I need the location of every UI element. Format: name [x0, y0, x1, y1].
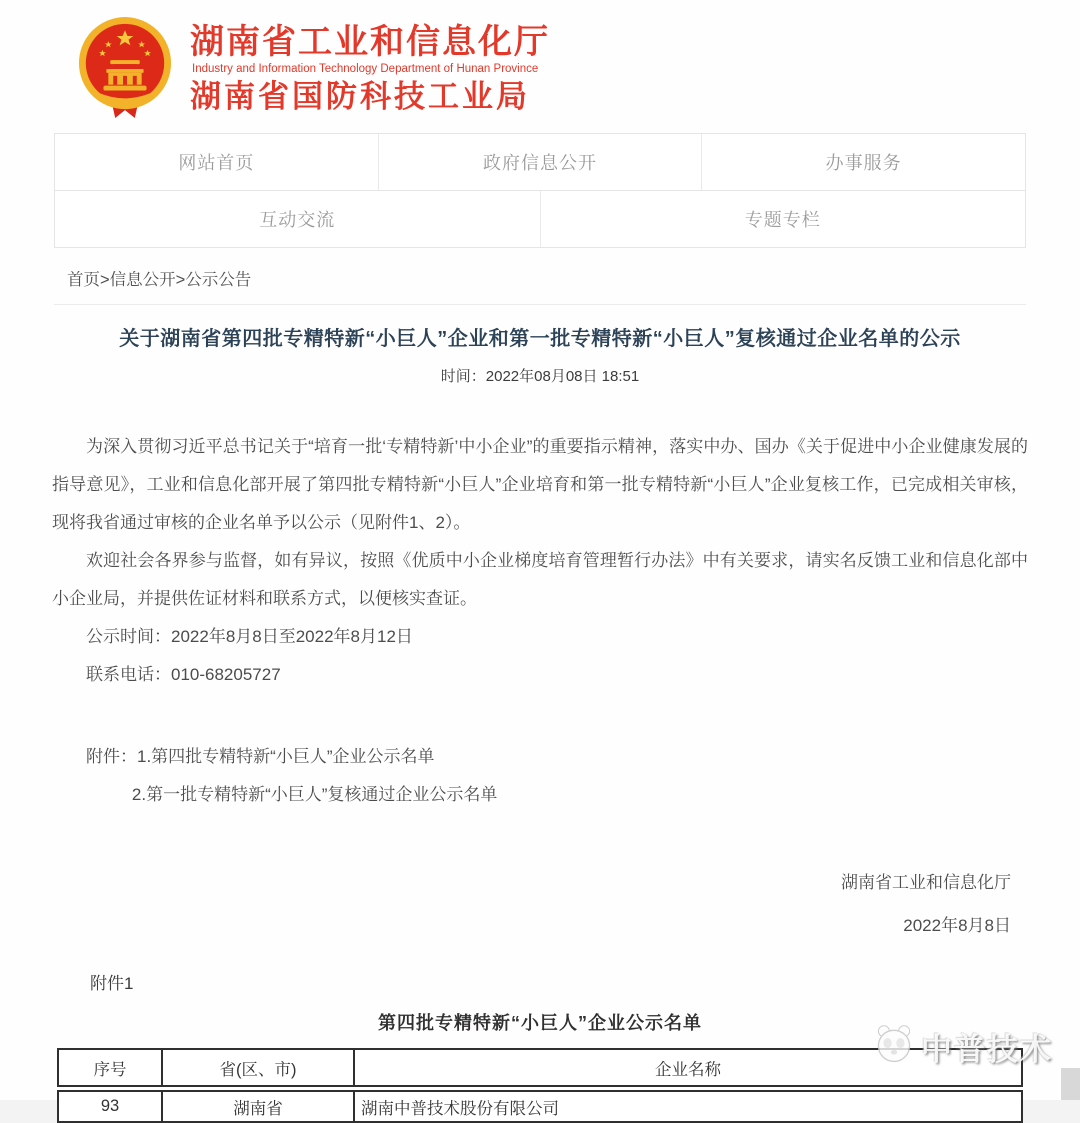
org-names	[190, 23, 550, 115]
paragraph-2: 欢迎社会各界参与监督，如有异议，按照《优质中小企业梯度培育管理暂行办法》中有关要求，请实名反馈工业和信息化部中小企业局，并提供佐证材料和联系方式，以便核实查证。	[52, 551, 1028, 608]
attachment-1-link: 附件：1.第四批专精特新“小巨人”企业公示名单	[86, 747, 435, 766]
main-nav	[54, 133, 1026, 248]
breadcrumb-home[interactable]: 首页	[67, 271, 100, 289]
paragraph-1: 为深入贯彻习近平总书记关于“培育一批‘专精特新’中小企业”的重要指示精神，落实中办、国办《关于促进中小企业健康发展的指导意见》，工业和信息化部开展了第四批专精特新“小巨人”企业培育和第一批专精特新“小巨人”企业复核工作，已完成相关审核，现将我省通过审核的企业名单予以公示（见附件1、2）。	[52, 437, 1028, 532]
nav-row-2	[54, 191, 1026, 248]
col-header-company: 企业名称	[354, 1049, 1022, 1086]
national-emblem-icon	[76, 13, 174, 125]
cell-province: 湖南省	[162, 1091, 354, 1122]
signature-date: 2022年8月8日	[903, 916, 1011, 935]
article-body	[52, 428, 1028, 945]
publish-time: 时间：2022年08月08日 18:51	[440, 368, 640, 385]
appendix-label: 附件1	[90, 974, 134, 993]
breadcrumb-public-notices[interactable]: 公示公告	[185, 271, 252, 289]
article	[52, 322, 1028, 1035]
nav-item-services[interactable]: 办事服务	[701, 134, 1025, 190]
breadcrumb-info-disclosure[interactable]: 信息公开	[109, 271, 176, 289]
spacer	[52, 694, 1028, 738]
cell-index: 93	[58, 1091, 162, 1122]
scrollbar-fragment[interactable]	[1061, 1068, 1080, 1100]
col-header-index: 序号	[58, 1049, 162, 1086]
table-row	[58, 1091, 1022, 1122]
breadcrumb	[54, 248, 1026, 305]
nav-item-gov-info[interactable]: 政府信息公开	[378, 134, 702, 190]
nav-item-special-columns[interactable]: 专题专栏	[540, 191, 1026, 247]
page-title: 关于湖南省第四批专精特新“小巨人”企业和第一批专精特新“小巨人”复核通过企业名单的公示	[119, 328, 961, 350]
appendix-table-title: 第四批专精特新“小巨人”企业公示名单	[378, 1013, 702, 1033]
breadcrumb-separator: >	[100, 271, 110, 289]
org-name-english: Industry and Information Technology Department of Hunan Province	[192, 63, 539, 76]
site-header	[0, 0, 1080, 130]
cell-company: 湖南中普技术股份有限公司	[354, 1091, 1022, 1122]
table-header-row	[58, 1049, 1022, 1086]
contact-phone-line: 联系电话：010-68205727	[86, 665, 281, 684]
publicity-period-line: 公示时间：2022年8月8日至2022年8月12日	[86, 627, 413, 646]
org-name-primary: 湖南省工业和信息化厅	[190, 23, 550, 62]
nav-row-1	[54, 133, 1026, 191]
nav-item-interaction[interactable]: 互动交流	[259, 210, 336, 230]
attachment-2-link: 2.第一批专精特新“小巨人”复核通过企业公示名单	[131, 785, 498, 804]
watermark-text: 中普技术	[921, 1032, 1053, 1067]
signature-org: 湖南省工业和信息化厅	[841, 873, 1011, 892]
appendix-table	[57, 1048, 1028, 1123]
org-name-secondary: 湖南省国防科技工业局	[190, 79, 530, 115]
nav-item-home[interactable]: 网站首页	[178, 153, 255, 173]
col-header-province: 省(区、市)	[162, 1049, 354, 1086]
breadcrumb-separator: >	[175, 271, 186, 289]
